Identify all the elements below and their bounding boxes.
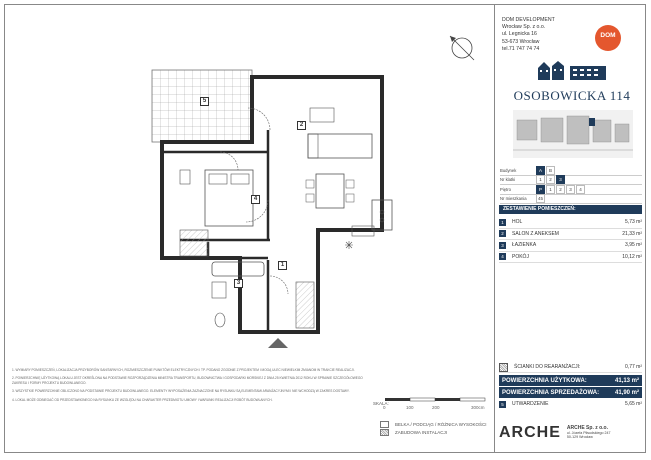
internal-walls: [162, 130, 270, 332]
scale-label: SKALA:: [373, 401, 389, 406]
building-a: A: [536, 166, 545, 175]
terrace-row: 5 UTWARDZENIE 5,65 m²: [499, 399, 642, 409]
legal-notes: [12, 368, 367, 406]
developer-street: ul. Legnicka 16: [502, 31, 537, 38]
room-row: 4 POKÓJ 10,12 m²: [499, 252, 642, 264]
unit-row: Nr mieszkania 45: [500, 195, 642, 205]
architect-info: ARCHE ARCHE Sp. z o.o. ul. Józefa Piłsudskiego 247 50-129 Wrocław: [499, 424, 611, 441]
arche-logo: ARCHE: [499, 424, 561, 441]
note-3: 3. WSZYSTKIE POWIERZCHNIE OBLICZONO NA PODSTAWIE PROJEKTU BUDOWLANEGO. ELEMENTY WYPOSAŻENIA ZAZNACZONE NA RYSUNKU SĄ ELEMENTAMI ARANŻACYJNYMI I NIE WCHODZĄ W ZAKRES DOSTAWY.: [12, 389, 350, 394]
rooms-list: [499, 217, 642, 263]
plan-label-bedroom: 4: [251, 195, 260, 204]
scale-tick-200: 200: [432, 405, 440, 410]
bed: [205, 170, 253, 226]
legend-item: BELKA / PODCIĄG / RÓŻNICA WYSOKOŚCI: [380, 420, 487, 428]
entrance-marker: [268, 338, 288, 348]
unit-info-table: [500, 166, 642, 204]
scale-tick-300: 300cm: [471, 405, 485, 410]
sofa: [308, 134, 372, 158]
plan-legend: [380, 420, 487, 436]
project-title: OSOBOWICKA 114: [513, 88, 631, 103]
sales-area-band: POWIERZCHNIA SPRZEDAŻOWA: 41,90 m²: [499, 387, 642, 398]
scale-tick-100: 100: [406, 405, 414, 410]
usable-area-band: POWIERZCHNIA UŻYTKOWA: 41,13 m²: [499, 375, 642, 386]
rearrangement-walls-row: ŚCIANKI DO REARANŻACJI: 0,77 m²: [499, 362, 642, 373]
developer-info: [502, 17, 555, 53]
dom-logo: DOM: [594, 24, 622, 52]
building-b: B: [546, 166, 555, 175]
site-plan-map: [513, 110, 633, 158]
stair-row: Nr klatki 1 2 3: [500, 176, 642, 186]
legend-item: ZABUDOWA INSTALACJI: [380, 428, 487, 436]
developer-city: 53-673 Wrocław: [502, 38, 540, 45]
developer-phone: tel.71 747 74 74: [502, 45, 540, 52]
room-row: 1 HOL 5,73 m²: [499, 217, 642, 229]
terrace-area: [152, 70, 252, 142]
plan-label-bathroom: 3: [234, 279, 243, 288]
room-row: 3 ŁAZIENKA 3,95 m²: [499, 240, 642, 252]
floor-row: Piętro P 1 2 3 4: [500, 185, 642, 195]
developer-name: DOM DEVELOPMENT: [502, 17, 555, 23]
rooms-header: ZESTAWIENIE POMIESZCZEŃ:: [499, 205, 642, 214]
note-4: 4. LOKAL MOŻE ODBIEGAĆ OD PRZEDSTAWIONEGO NA RYSUNKU ZE WZGLĘDU NA CHARAKTER PRZEDMIOTU UMOWY I WARUNKI REALIZACJI ROBÓT BUDOWLANYCH.: [12, 397, 273, 402]
plan-label-hall: 1: [278, 261, 287, 270]
note-2: 2. POWIERZCHNIĘ UŻYTKOWĄ LOKALU JEST OKREŚLONA NA PODSTAWIE ROZPORZĄDZENIA MINISTRA TRANSPORTU, BUDOWNICTWA I GOSPODARKI MORSKIEJ Z DNIA 25 KWIETNIA 2012 ROKU W SPRAWIE SZCZEGÓŁOWEGO ZAKRESU I FORMY PROJEKTU BUDOWLANEGO.: [12, 376, 363, 385]
plan-label-living: 2: [297, 121, 306, 130]
developer-legal: Wrocław Sp. z o.o.: [502, 24, 546, 31]
room-row: 2 SALON Z ANEKSEM 21,33 m²: [499, 229, 642, 241]
plan-label-terrace: 5: [200, 97, 209, 106]
scale-tick-0: 0: [383, 405, 386, 410]
apartment-floor-plan: [120, 30, 420, 360]
sheet-divider: [494, 4, 495, 453]
building-icon: [536, 58, 608, 82]
building-row: Budynek A B: [500, 166, 642, 176]
unit-number: 45: [537, 196, 543, 202]
note-1: 1. WYMIARY POMIESZCZEŃ, LOKALIZACJA PRZYBORÓW SANITARNYCH, ROZMIESZCZENIE PUNKTÓW ELEKTRYCZNYCH I TP. PODANO ZGODNIE Z PROJEKTEM I MOGĄ ULEC NIEWIELKIM ZMIANOM W TRAKCIE REALIZACJI.: [12, 368, 355, 372]
dining-table: [316, 174, 344, 208]
north-arrow-icon: [442, 28, 482, 68]
scale-bar: [383, 396, 488, 416]
